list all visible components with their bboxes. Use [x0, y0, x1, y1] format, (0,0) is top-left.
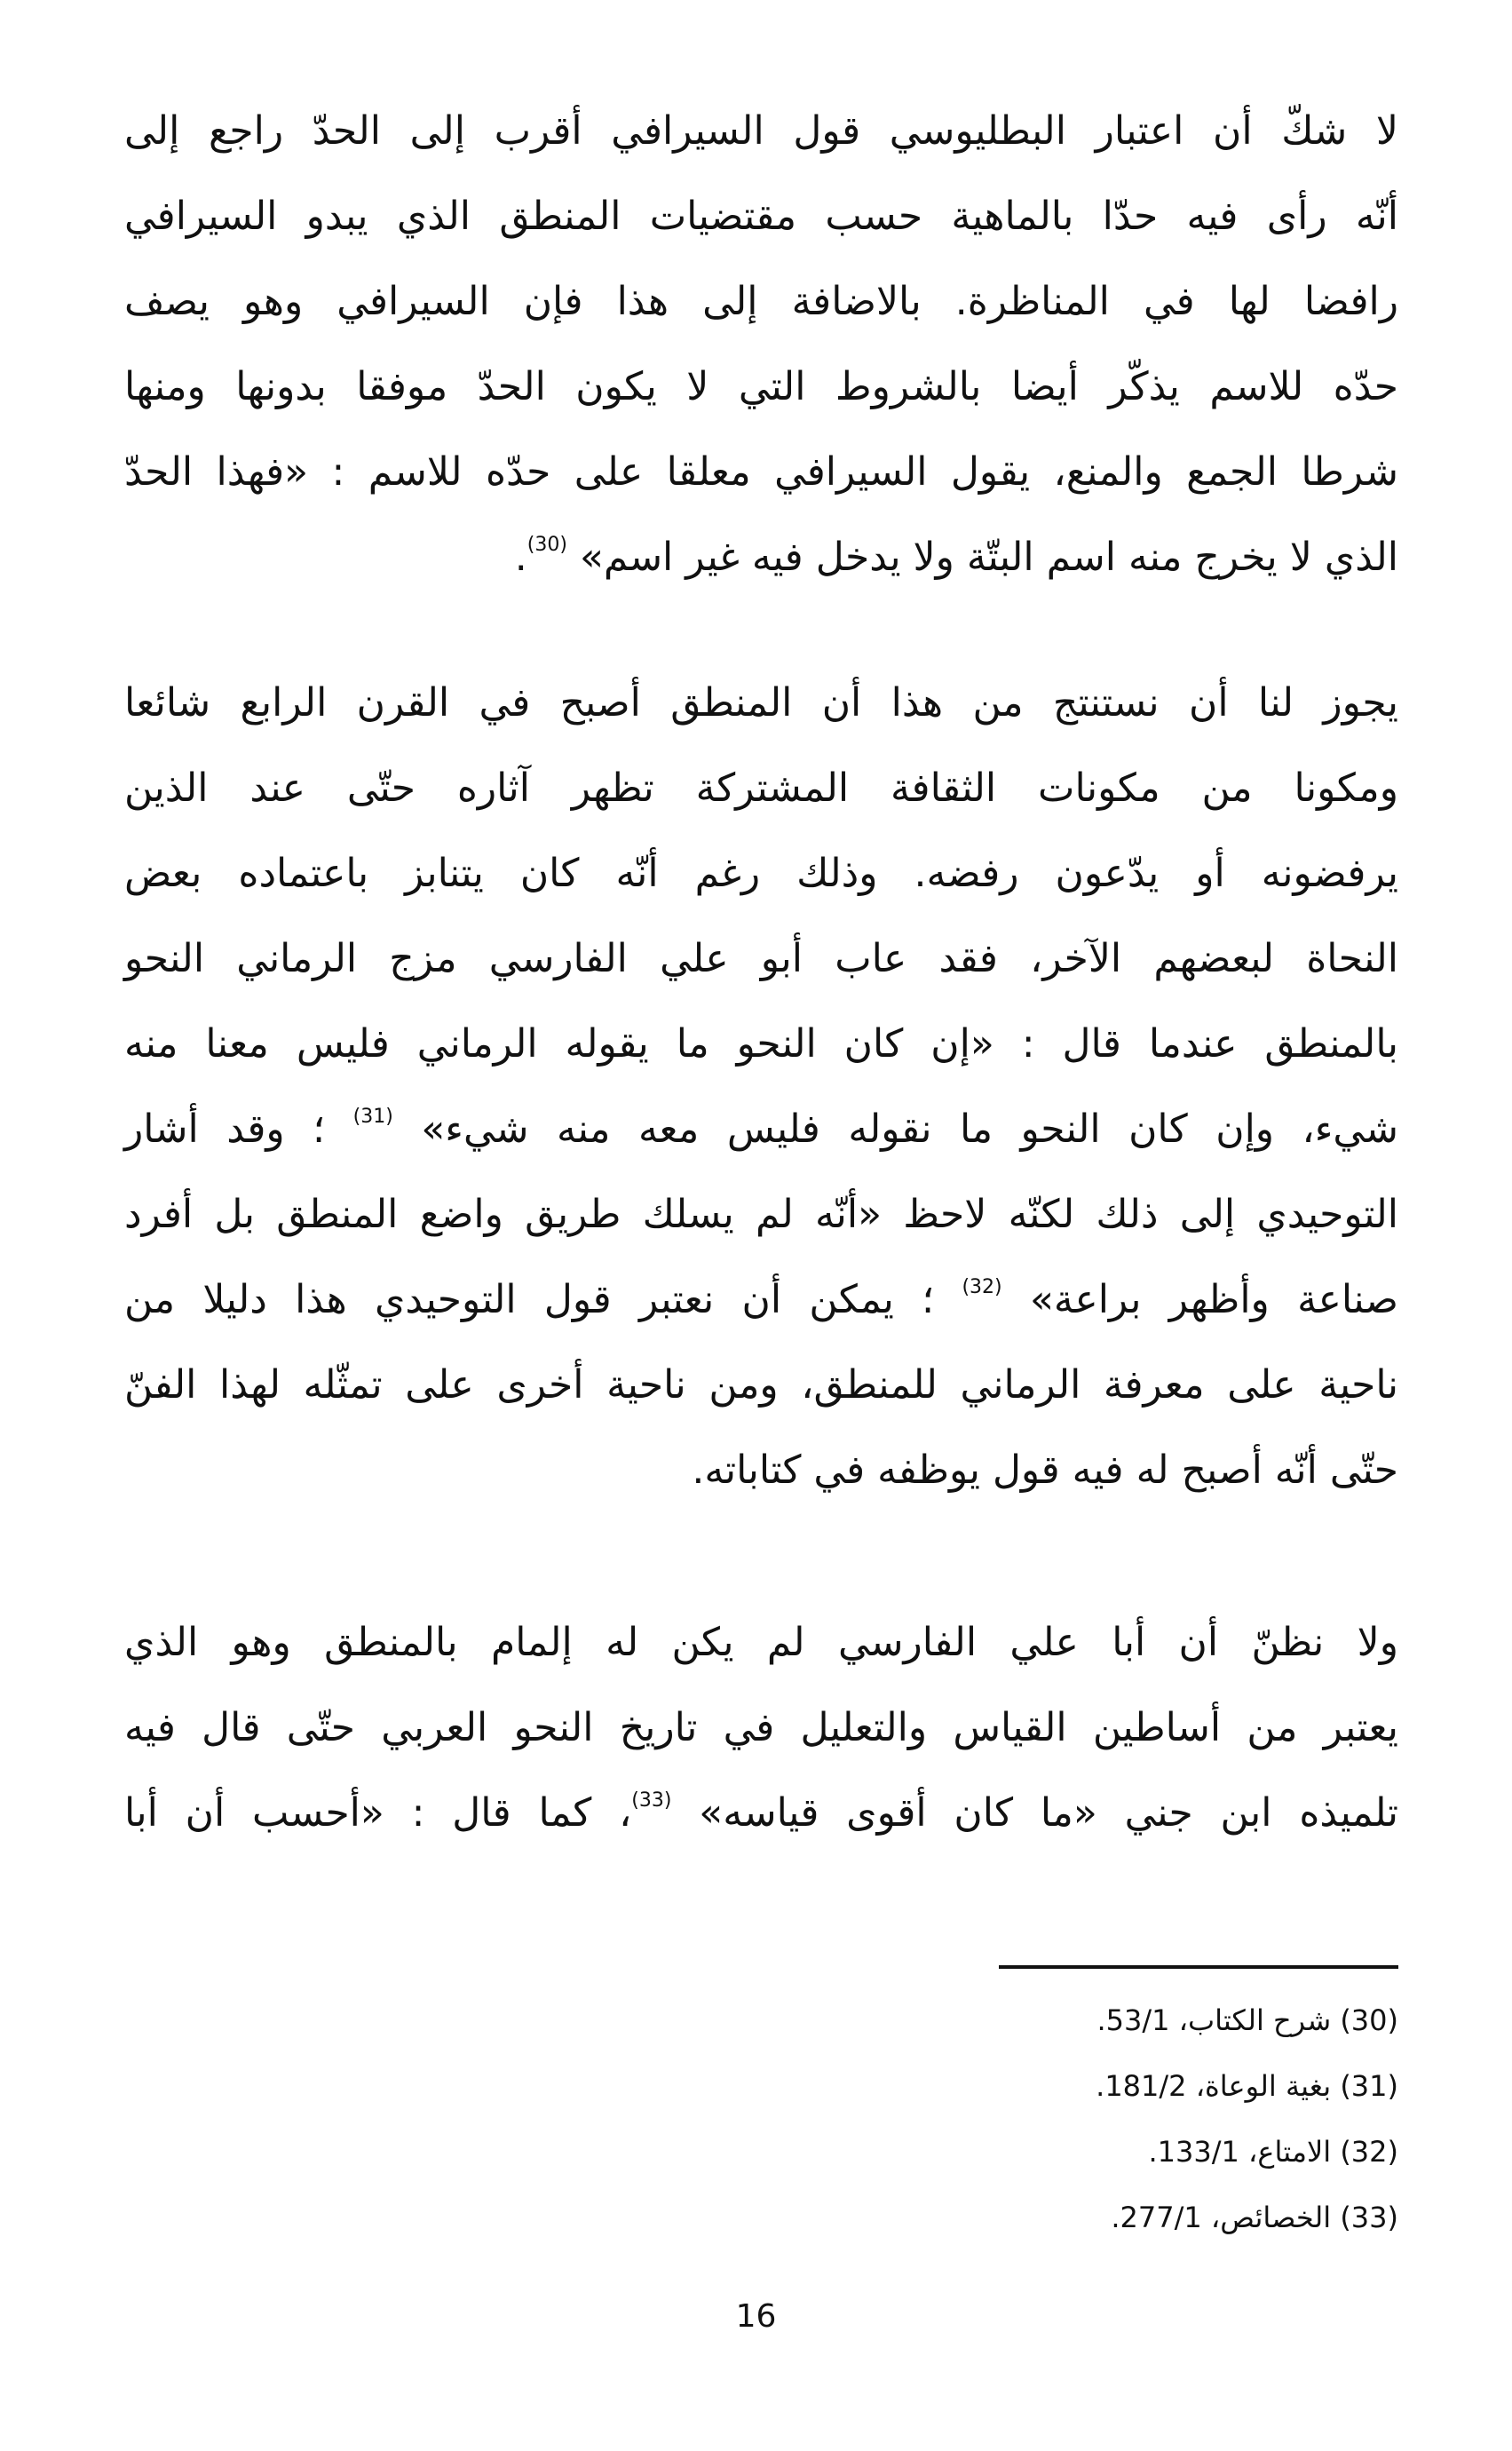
- text-line: رافضا لها في المناظرة. بالاضافة إلى هذا فإن السيرافي وهو يصف: [124, 279, 1398, 324]
- line-text: صناعة وأظهر براعة»: [1029, 1277, 1398, 1322]
- line-text: تلميذه ابن جني «ما كان أقوى قياسه»: [699, 1790, 1398, 1836]
- text-line: [124, 515, 1398, 600]
- line-text-after: .: [514, 535, 527, 580]
- footnote-separator: [999, 1965, 1398, 1969]
- paragraph-3: [124, 1600, 1398, 1856]
- text-line: شرطا الجمع والمنع، يقول السيرافي معلقا على حدّه للاسم : «فهذا الحدّ: [124, 449, 1398, 495]
- text-line: [124, 1771, 1398, 1856]
- footnote-item: (31) بغية الوعاة، 181/2.: [1096, 2069, 1398, 2103]
- text-line: لا شكّ أن اعتبار البطليوسي قول السيرافي أقرب إلى الحدّ راجع إلى: [124, 108, 1398, 154]
- line-text-after: ؛ وقد أشار: [124, 1107, 326, 1152]
- text-line: ومكونا من مكونات الثقافة المشتركة تظهر آثاره حتّى عند الذين: [124, 765, 1398, 811]
- text-line: يعتبر من أساطين القياس والتعليل في تاريخ النحو العربي حتّى قال فيه: [124, 1705, 1398, 1750]
- paragraph-1: [124, 89, 1398, 600]
- paragraph-2: [124, 661, 1398, 1513]
- text-line: التوحيدي إلى ذلك لكنّه لاحظ «أنّه لم يسلك طريق واضع المنطق بل أفرد: [124, 1192, 1398, 1237]
- footnote-item: (30) شرح الكتاب، 53/1.: [1096, 2003, 1398, 2037]
- footnote-item: (32) الامتاع، 133/1.: [1148, 2135, 1398, 2169]
- text-line: [124, 1087, 1398, 1172]
- text-line: حدّه للاسم يذكّر أيضا بالشروط التي لا يكون الحدّ موفقا بدونها ومنها: [124, 364, 1398, 409]
- text-line: يرفضونه أو يدّعون رفضه. وذلك رغم أنّه كان يتنابز باعتماده بعض: [124, 851, 1398, 896]
- footnotes: [777, 1987, 1398, 2250]
- footnote-ref: (33): [631, 1789, 672, 1812]
- text-line: يجوز لنا أن نستنتج من هذا أن المنطق أصبح في القرن الرابع شائعا: [124, 680, 1398, 726]
- footnote-ref: (32): [962, 1276, 1002, 1298]
- page-number: 16: [735, 2298, 777, 2335]
- footnote-item: (33) الخصائص، 277/1.: [1111, 2201, 1398, 2234]
- text-line: حتّى أنّه أصبح له فيه قول يوظفه في كتاباته.: [692, 1448, 1398, 1493]
- line-text: شيء، وإن كان النحو ما نقوله فليس معه منه شيء»: [421, 1107, 1398, 1152]
- footnote-ref: (30): [526, 534, 567, 556]
- footnote-ref: (31): [352, 1106, 393, 1128]
- line-text: الذي لا يخرج منه اسم البتّة ولا يدخل فيه غير اسم»: [579, 535, 1398, 580]
- text-line: ولا نظنّ أن أبا علي الفارسي لم يكن له إلمام بالمنطق وهو الذي: [124, 1620, 1398, 1665]
- text-line: أنّه رأى فيه حدّا بالماهية حسب مقتضيات المنطق الذي يبدو السيرافي: [124, 194, 1398, 239]
- text-line: النحاة لبعضهم الآخر، فقد عاب أبو علي الفارسي مزج الرماني النحو: [124, 936, 1398, 981]
- text-line: بالمنطق عندما قال : «إن كان النحو ما يقوله الرماني فليس معنا منه: [124, 1021, 1398, 1067]
- text-line: [124, 1257, 1398, 1343]
- line-text-after: ، كما قال : «أحسب أن أبا: [124, 1790, 632, 1836]
- line-text-after: ؛ يمكن أن نعتبر قول التوحيدي هذا دليلا من: [124, 1277, 935, 1322]
- text-line: ناحية على معرفة الرماني للمنطق، ومن ناحية أخرى على تمثّله لهذا الفنّ: [124, 1362, 1398, 1408]
